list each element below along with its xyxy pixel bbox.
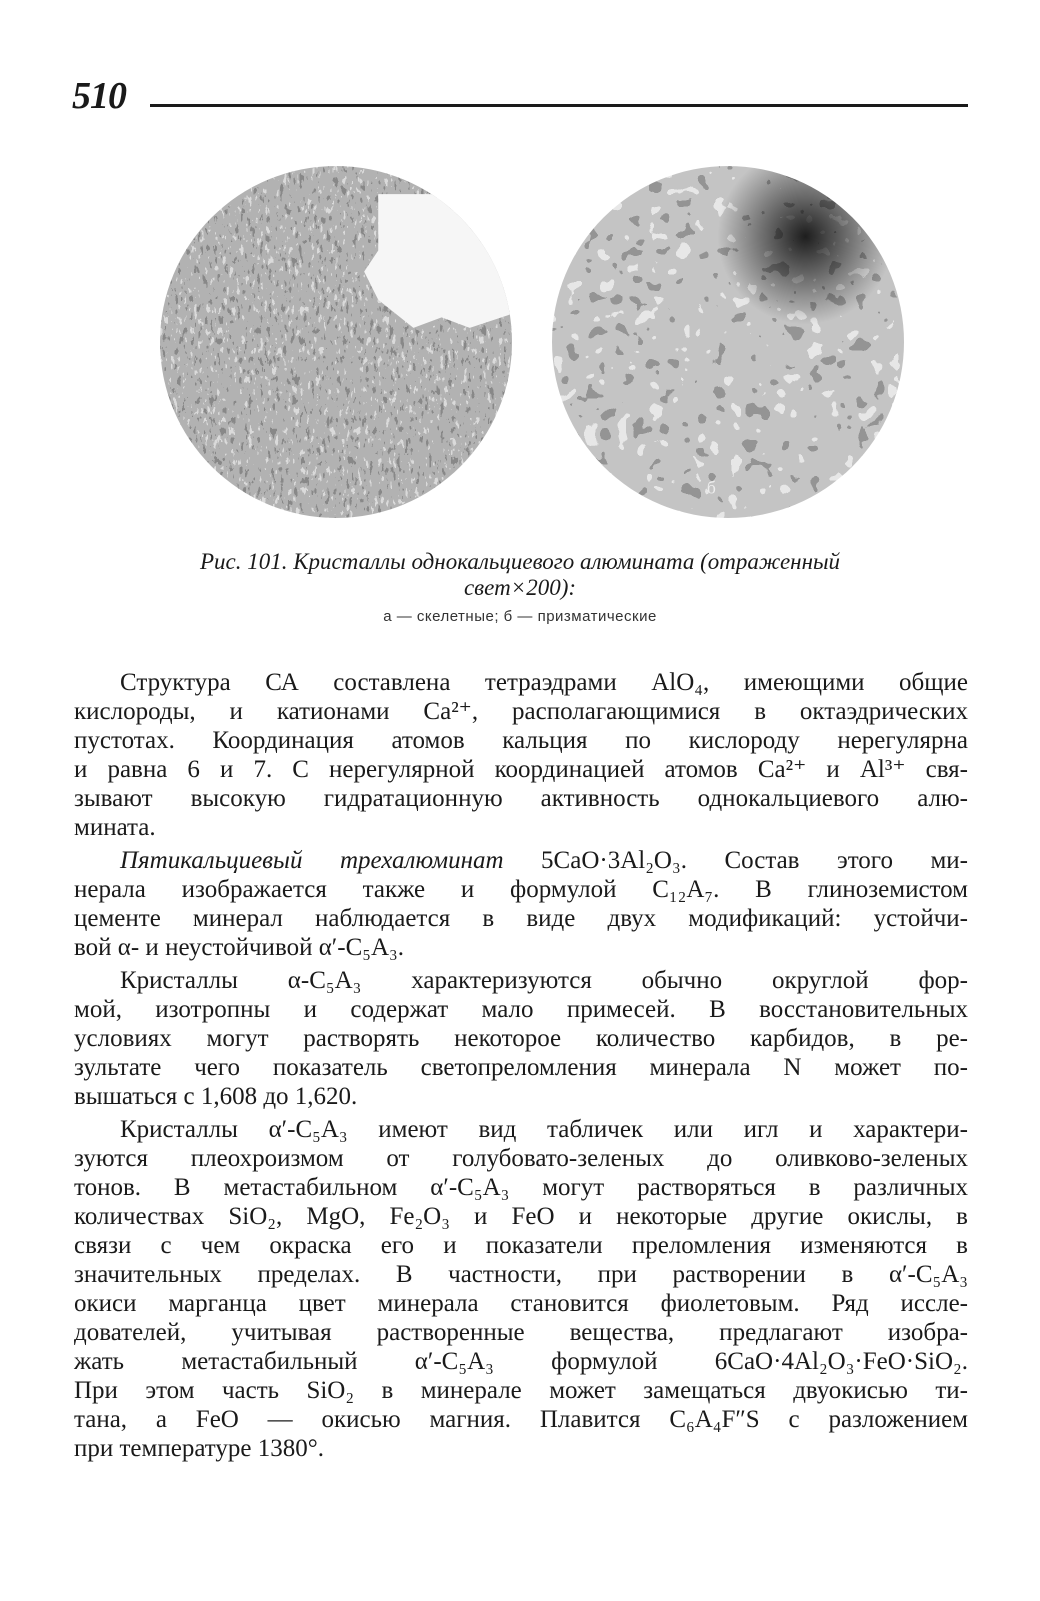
text-line: зывают высокую гидратационную активность однокальциевого алю-	[74, 785, 968, 812]
text-line: пустотах. Координация атомов кальция по кислороду нерегулярна	[74, 727, 968, 754]
text-line: при температуре 1380°.	[74, 1435, 324, 1462]
text-line	[74, 846, 968, 875]
text-line: и равна 6 и 7. С нерегулярной координацией атомов Ca²⁺ и Al³⁺ свя-	[74, 756, 968, 783]
page-header	[72, 72, 972, 122]
text-line: жать метастабильный α′-C₅A₃ формулой 6CaO·4Al₂O₃·FeO·SiO₂.	[74, 1348, 968, 1375]
text-line: Кристаллы α-C₅A₃ характеризуются обычно округлой фор-	[120, 967, 968, 994]
text-line-rest: 5CaO·3Al₂O₃. Состав этого ми-	[503, 847, 968, 874]
text-line: При этом часть SiO₂ в минерале может замещаться двуокисью ти-	[74, 1377, 968, 1404]
panel-a-label: a	[413, 487, 422, 508]
text-line: количествах SiO₂, MgO, Fe₂O₃ и FeO и некоторые другие окислы, в	[74, 1203, 968, 1230]
text-line: зультате чего показатель светопреломления минерала N может по-	[74, 1054, 968, 1081]
micrograph-a-skeletal	[160, 166, 512, 518]
text-line: связи с чем окраска его и показатели преломления изменяются в	[74, 1232, 968, 1259]
text-line: дователей, учитывая растворенные вещества, предлагают изобра-	[74, 1319, 968, 1346]
page-number: 510	[72, 75, 126, 117]
body-text	[74, 668, 968, 1463]
text-line: условиях могут растворять некоторое количество карбидов, в ре-	[74, 1025, 968, 1052]
text-line: зуются плеохроизмом от голубовато-зеленых до оливково-зеленых	[74, 1145, 968, 1172]
micrograph-b-prismatic	[552, 166, 904, 518]
text-line: цементе минерал наблюдается в виде двух модификаций: устойчи-	[74, 905, 968, 932]
figure-caption-sub: а — скелетные; б — призматические	[383, 608, 657, 625]
text-line: вой α- и неустойчивой α′-C₅A₃.	[74, 934, 405, 961]
header-rule	[150, 104, 968, 107]
text-line: вышаться с 1,608 до 1,620.	[74, 1083, 358, 1110]
text-line: значительных пределах. В частности, при растворении в α′-C₅A₃	[74, 1261, 968, 1288]
text-line: кислороды, и катионами Ca²⁺, располагающимися в октаэдрических	[74, 698, 968, 725]
figure-caption-line2: свет×200):	[463, 575, 577, 600]
text-line: мината.	[74, 814, 156, 841]
text-line: Кристаллы α′-C₅A₃ имеют вид табличек или игл и характери-	[120, 1116, 968, 1143]
text-line: нерала изображается также и формулой C₁₂A₇. В глиноземистом	[74, 876, 968, 903]
text-line: окиси марганца цвет минерала становится фиолетовым. Ряд иссле-	[74, 1290, 968, 1317]
text-line: тана, а FeO — окисью магния. Плавится C₆A₄F″S с разложением	[74, 1406, 968, 1433]
text-line: Структура СА составлена тетраэдрами AlO₄, имеющими общие	[120, 669, 968, 696]
text-line: тонов. В метастабильном α′-C₅A₃ могут растворяться в различных	[74, 1174, 968, 1201]
figure-caption-line1: Рис. 101. Кристаллы однокальциевого алюмината (отраженный	[199, 549, 841, 574]
text-line: мой, изотропны и содержат мало примесей. В восстановительных	[74, 996, 968, 1023]
panel-b-label: б	[706, 477, 716, 498]
italic-term: Пятикальциевый трехалюминат	[120, 847, 504, 874]
